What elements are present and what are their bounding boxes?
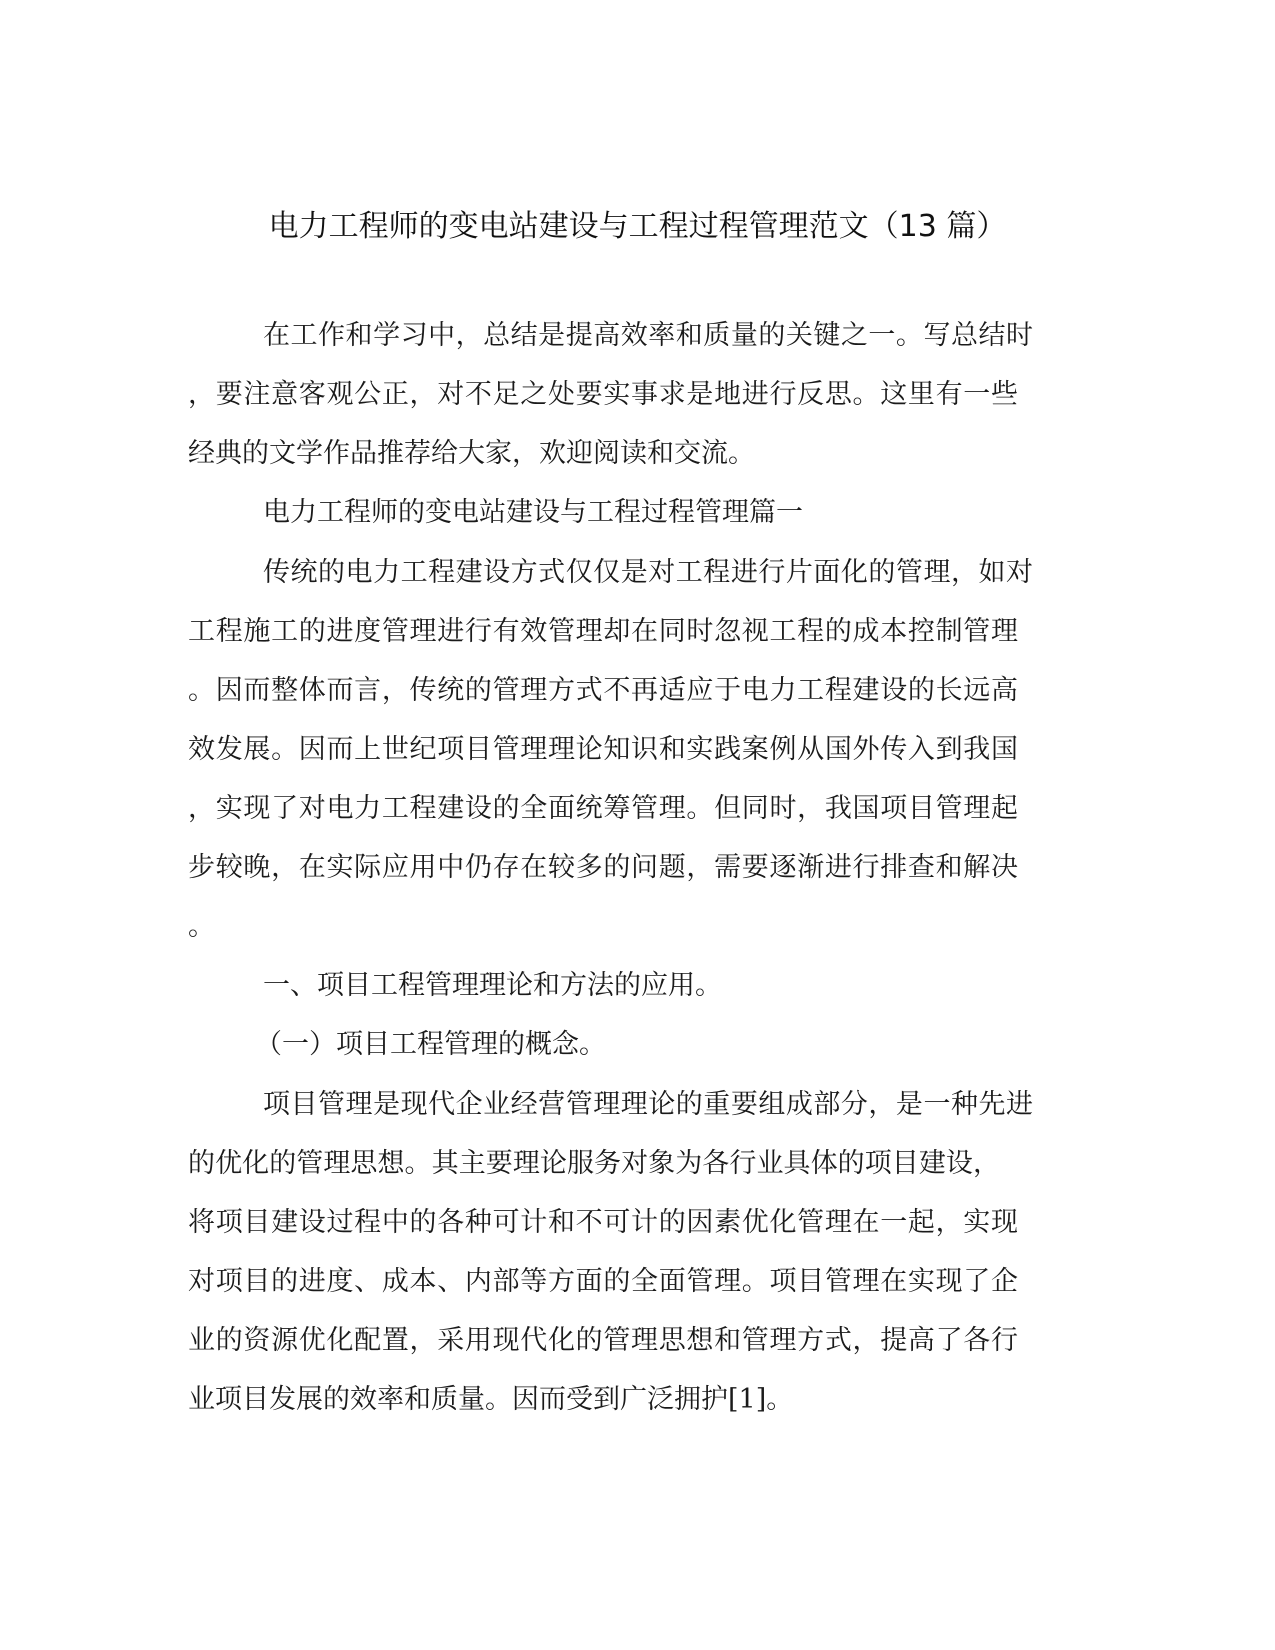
paragraph-line: 项目管理是现代企业经营管理理论的重要组成部分，是一种先进 xyxy=(263,1089,1033,1120)
subsection-heading: （一）项目工程管理的概念。 xyxy=(255,1029,606,1060)
section-heading: 电力工程师的变电站建设与工程过程管理篇一 xyxy=(263,497,803,528)
paragraph-line: 。 xyxy=(188,911,215,942)
paragraph-line: 业项目发展的效率和质量。因而受到广泛拥护[1]。 xyxy=(188,1384,794,1415)
paragraph-line: ，实现了对电力工程建设的全面统筹管理。但同时，我国项目管理起 xyxy=(188,793,1018,824)
paragraph-line: 。因而整体而言，传统的管理方式不再适应于电力工程建设的长远高 xyxy=(188,675,1018,706)
paragraph-line: 传统的电力工程建设方式仅仅是对工程进行片面化的管理，如对 xyxy=(263,557,1033,588)
paragraph-line: 经典的文学作品推荐给大家，欢迎阅读和交流。 xyxy=(188,438,755,469)
paragraph-line: 业的资源优化配置，采用现代化的管理思想和管理方式，提高了各行 xyxy=(188,1325,1018,1356)
paragraph-line: 在工作和学习中，总结是提高效率和质量的关键之一。写总结时 xyxy=(263,320,1033,351)
paragraph-line: ，要注意客观公正，对不足之处要实事求是地进行反思。这里有一些 xyxy=(188,379,1018,410)
section-heading: 一、项目工程管理理论和方法的应用。 xyxy=(263,970,722,1001)
paragraph-line: 效发展。因而上世纪项目管理理论知识和实践案例从国外传入到我国 xyxy=(188,734,1018,765)
paragraph-line: 将项目建设过程中的各种可计和不可计的因素优化管理在一起，实现 xyxy=(188,1207,1018,1238)
paragraph-line: 的优化的管理思想。其主要理论服务对象为各行业具体的项目建设， xyxy=(188,1148,1000,1179)
paragraph-line: 工程施工的进度管理进行有效管理却在同时忽视工程的成本控制管理 xyxy=(188,616,1018,647)
document-title: 电力工程师的变电站建设与工程过程管理范文（13 篇） xyxy=(268,209,1007,244)
paragraph-line: 步较晚，在实际应用中仍存在较多的问题，需要逐渐进行排查和解决 xyxy=(188,852,1018,883)
paragraph-line: 对项目的进度、成本、内部等方面的全面管理。项目管理在实现了企 xyxy=(188,1266,1018,1297)
